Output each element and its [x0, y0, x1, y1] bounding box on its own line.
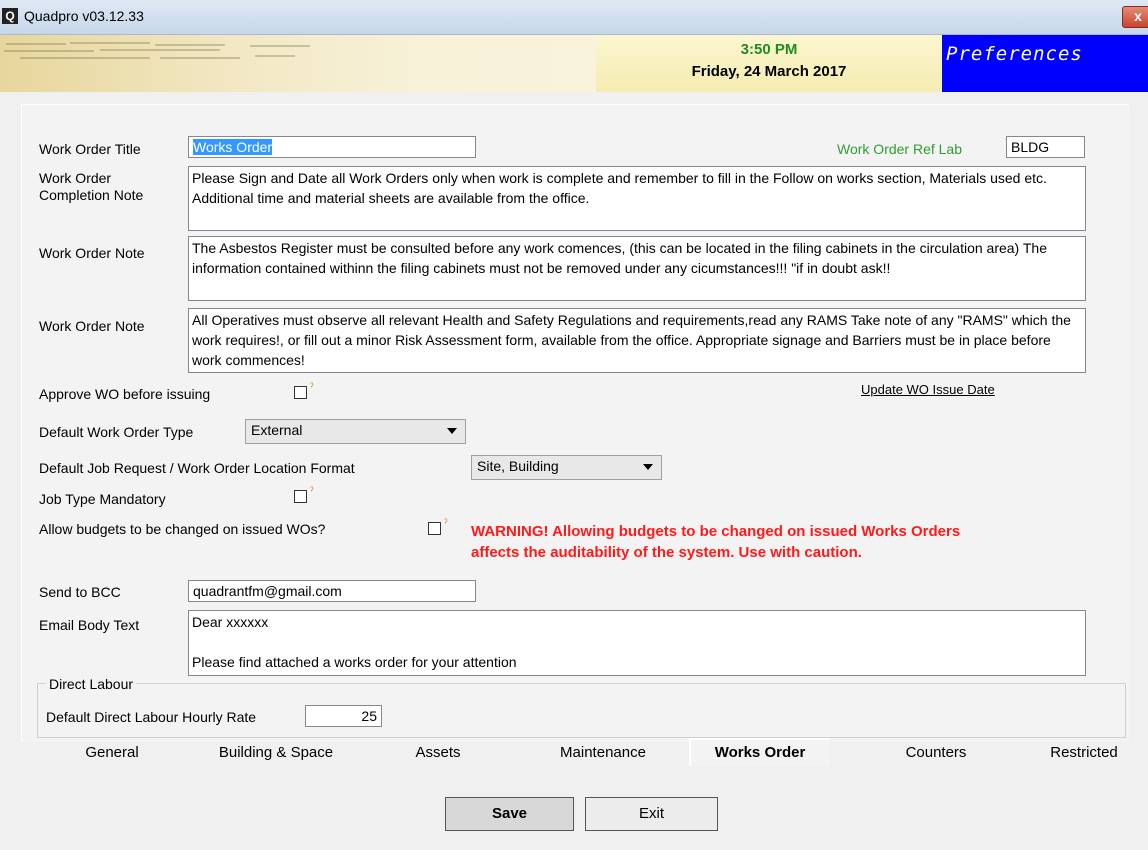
clock-time: 3:50 PM — [740, 41, 798, 58]
tab-restricted[interactable]: Restricted — [1050, 744, 1118, 761]
warning-line-2: affects the auditability of the system. Use with caution. — [471, 544, 862, 561]
banner-image — [0, 35, 596, 92]
chevron-down-icon — [643, 464, 653, 470]
title-bar — [0, 0, 1148, 35]
direct-labour-group-title: Direct Labour — [46, 676, 136, 692]
chevron-down-icon — [447, 428, 457, 434]
completion-note-textarea[interactable]: Please Sign and Date all Work Orders only when work is complete and remember to fill in the Follow on works section, Materials used etc. Additional time and material sheets are available from the office. — [188, 166, 1086, 231]
approve-indicator-icon: ˀ — [310, 382, 314, 393]
default-type-label: Default Work Order Type — [39, 424, 194, 440]
default-type-value: External — [251, 422, 303, 438]
tab-counters[interactable]: Counters — [905, 744, 967, 761]
save-button[interactable]: Save — [445, 797, 574, 831]
job-type-label: Job Type Mandatory — [39, 491, 166, 507]
location-format-value: Site, Building — [477, 458, 559, 474]
default-type-select[interactable] — [245, 419, 466, 444]
hourly-rate-label: Default Direct Labour Hourly Rate — [46, 709, 257, 725]
email-body-label: Email Body Text — [39, 617, 140, 633]
clock-date: Friday, 24 March 2017 — [691, 63, 847, 80]
tab-general[interactable]: General — [85, 744, 139, 761]
preferences-title: Preferences — [946, 43, 1083, 65]
ref-lab-input[interactable]: BLDG — [1006, 136, 1085, 158]
ref-lab-label: Work Order Ref Lab — [837, 141, 963, 157]
allow-budgets-label: Allow budgets to be changed on issued WOs? — [39, 521, 326, 537]
window-title: Quadpro v03.12.33 — [24, 8, 144, 24]
email-body-textarea[interactable]: Dear xxxxxx Please find attached a works order for your attention — [188, 610, 1086, 676]
work-order-note-1-label: Work Order Note — [39, 245, 145, 261]
approve-label: Approve WO before issuing — [39, 386, 211, 402]
work-order-title-input[interactable] — [188, 136, 476, 158]
close-button[interactable]: x — [1122, 6, 1148, 28]
work-order-title-label: Work Order Title — [39, 141, 141, 157]
tab-assets[interactable]: Assets — [415, 744, 461, 761]
bcc-input[interactable]: quadrantfm@gmail.com — [188, 580, 476, 602]
allow-budgets-indicator-icon: ˀ — [444, 518, 448, 529]
bcc-label: Send to BCC — [39, 584, 121, 600]
allow-budgets-checkbox[interactable] — [428, 522, 441, 535]
location-format-select[interactable] — [471, 455, 662, 480]
app-icon[interactable]: Q — [2, 8, 18, 24]
tab-building-space[interactable]: Building & Space — [218, 744, 334, 761]
work-order-title-value: Works Order — [193, 139, 273, 155]
exit-button[interactable]: Exit — [585, 797, 718, 831]
hourly-rate-input[interactable]: 25 — [305, 705, 382, 727]
tab-maintenance[interactable]: Maintenance — [560, 744, 646, 761]
warning-line-1: WARNING! Allowing budgets to be changed on issued Works Orders — [471, 523, 961, 540]
job-type-checkbox[interactable] — [294, 490, 307, 503]
location-format-label: Default Job Request / Work Order Location Format — [39, 460, 355, 476]
job-type-indicator-icon: ˀ — [310, 486, 314, 497]
completion-note-label: Work Order Completion Note — [39, 170, 144, 203]
update-issue-date-link[interactable]: Update WO Issue Date — [861, 382, 995, 397]
work-order-note-2-textarea[interactable]: All Operatives must observe all relevant Health and Safety Regulations and requirements,read any RAMS Take note of any "RAMS" which the work requires!, or fill out a minor Risk Assessment form, available from the office. Appropriate signage and Barriers must be in place before work commences! — [188, 308, 1086, 373]
approve-checkbox[interactable] — [294, 386, 307, 399]
tab-works-order[interactable]: Works Order — [689, 738, 829, 766]
work-order-note-2-label: Work Order Note — [39, 318, 145, 334]
work-order-note-1-textarea[interactable]: The Asbestos Register must be consulted before any work comences, (this can be located in the filing cabinets in the circulation area) The information contained withinn the filing cabinets must not be removed under any cicumstances!!! "if in doubt ask!! — [188, 236, 1086, 301]
budget-warning — [471, 521, 960, 563]
